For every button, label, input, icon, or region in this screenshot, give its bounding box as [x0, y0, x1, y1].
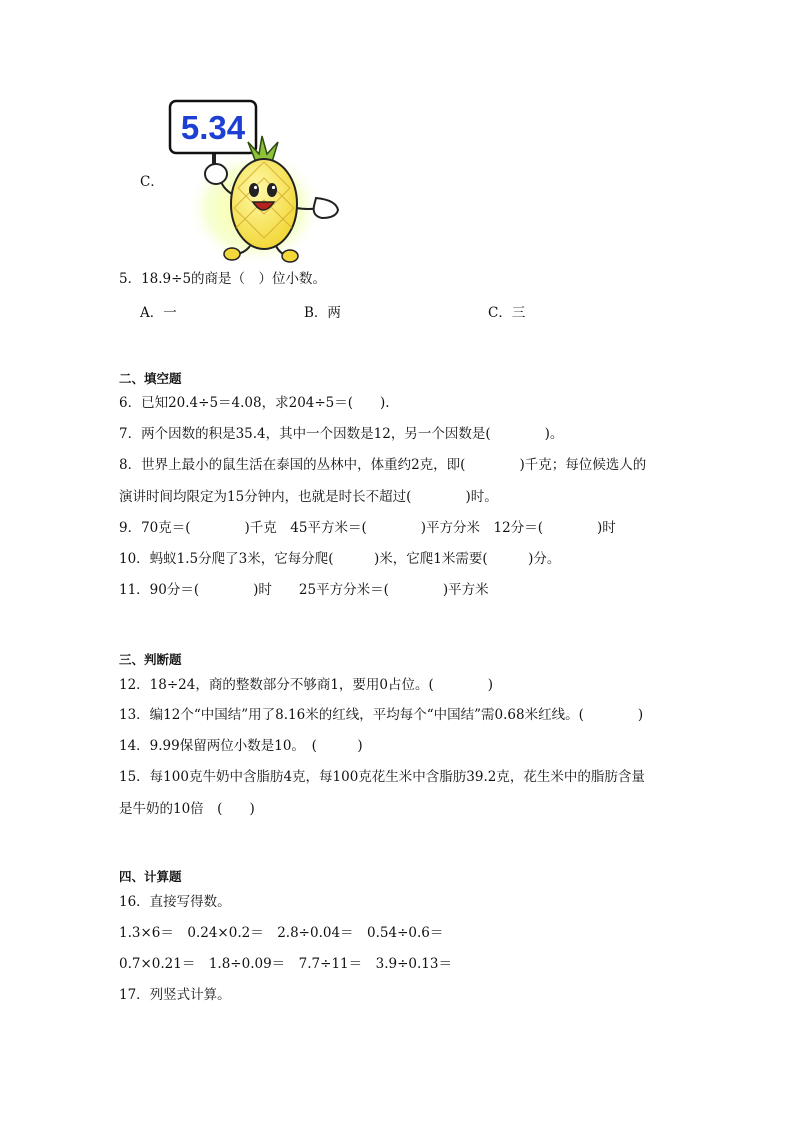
question-10: 10．蚂蚁1.5分爬了3米，它每分爬( )米，它爬1米需要( )分。	[119, 551, 561, 567]
question-8-line-1: 8．世界上最小的鼠生活在泰国的丛林中，体重约2克，即( )千克；每位候选人的	[119, 457, 647, 473]
question-12: 12．18÷24，商的整数部分不够商1，要用0占位。( )	[119, 677, 494, 693]
question-7: 7．两个因数的积是35.4，其中一个因数是12，另一个因数是( )。	[119, 426, 564, 442]
question-16-row-1: 1.3×6＝ 0.24×0.2＝ 2.8÷0.04＝ 0.54÷0.6＝	[119, 925, 444, 941]
question-8-line-2: 演讲时间均限定为15分钟内，也就是时长不超过( )时。	[119, 489, 498, 505]
question-13: 13．编12个“中国结”用了8.16米的红线，平均每个“中国结”需0.68米红线。( )	[119, 707, 644, 723]
option-c-label: C．	[140, 174, 164, 190]
question-5: 5．18.9÷5的商是（ ）位小数。	[119, 271, 327, 287]
question-11: 11．90分＝( )时 25平方分米＝( )平方米	[119, 582, 489, 598]
q5-option-c: C．三	[488, 305, 526, 321]
section-heading-fill-blank: 二、填空题	[119, 371, 182, 386]
question-15-line-2: 是牛奶的10倍 ( )	[119, 801, 255, 817]
question-16: 16．直接写得数。	[119, 894, 231, 910]
q5-option-b: B．两	[304, 305, 341, 321]
pineapple-illustration	[160, 98, 350, 266]
question-9: 9．70克＝( )千克 45平方米＝( )平方分米 12分＝( )时	[119, 520, 616, 536]
question-14: 14．9.99保留两位小数是10。 ( )	[119, 738, 363, 754]
question-6: 6．已知20.4÷5＝4.08，求204÷5＝( ).	[119, 395, 390, 411]
sign-text: 5.34	[180, 109, 246, 146]
question-15-line-1: 15．每100克牛奶中含脂肪4克，每100克花生米中含脂肪39.2克，花生米中的脂肪含量	[119, 769, 645, 785]
section-heading-calculation: 四、计算题	[119, 869, 182, 884]
question-17: 17．列竖式计算。	[119, 987, 231, 1003]
question-16-row-2: 0.7×0.21＝ 1.8÷0.09＝ 7.7÷11＝ 3.9÷0.13＝	[119, 956, 452, 972]
q5-option-a: A．一	[140, 305, 177, 321]
section-heading-judgment: 三、判断题	[119, 652, 182, 667]
